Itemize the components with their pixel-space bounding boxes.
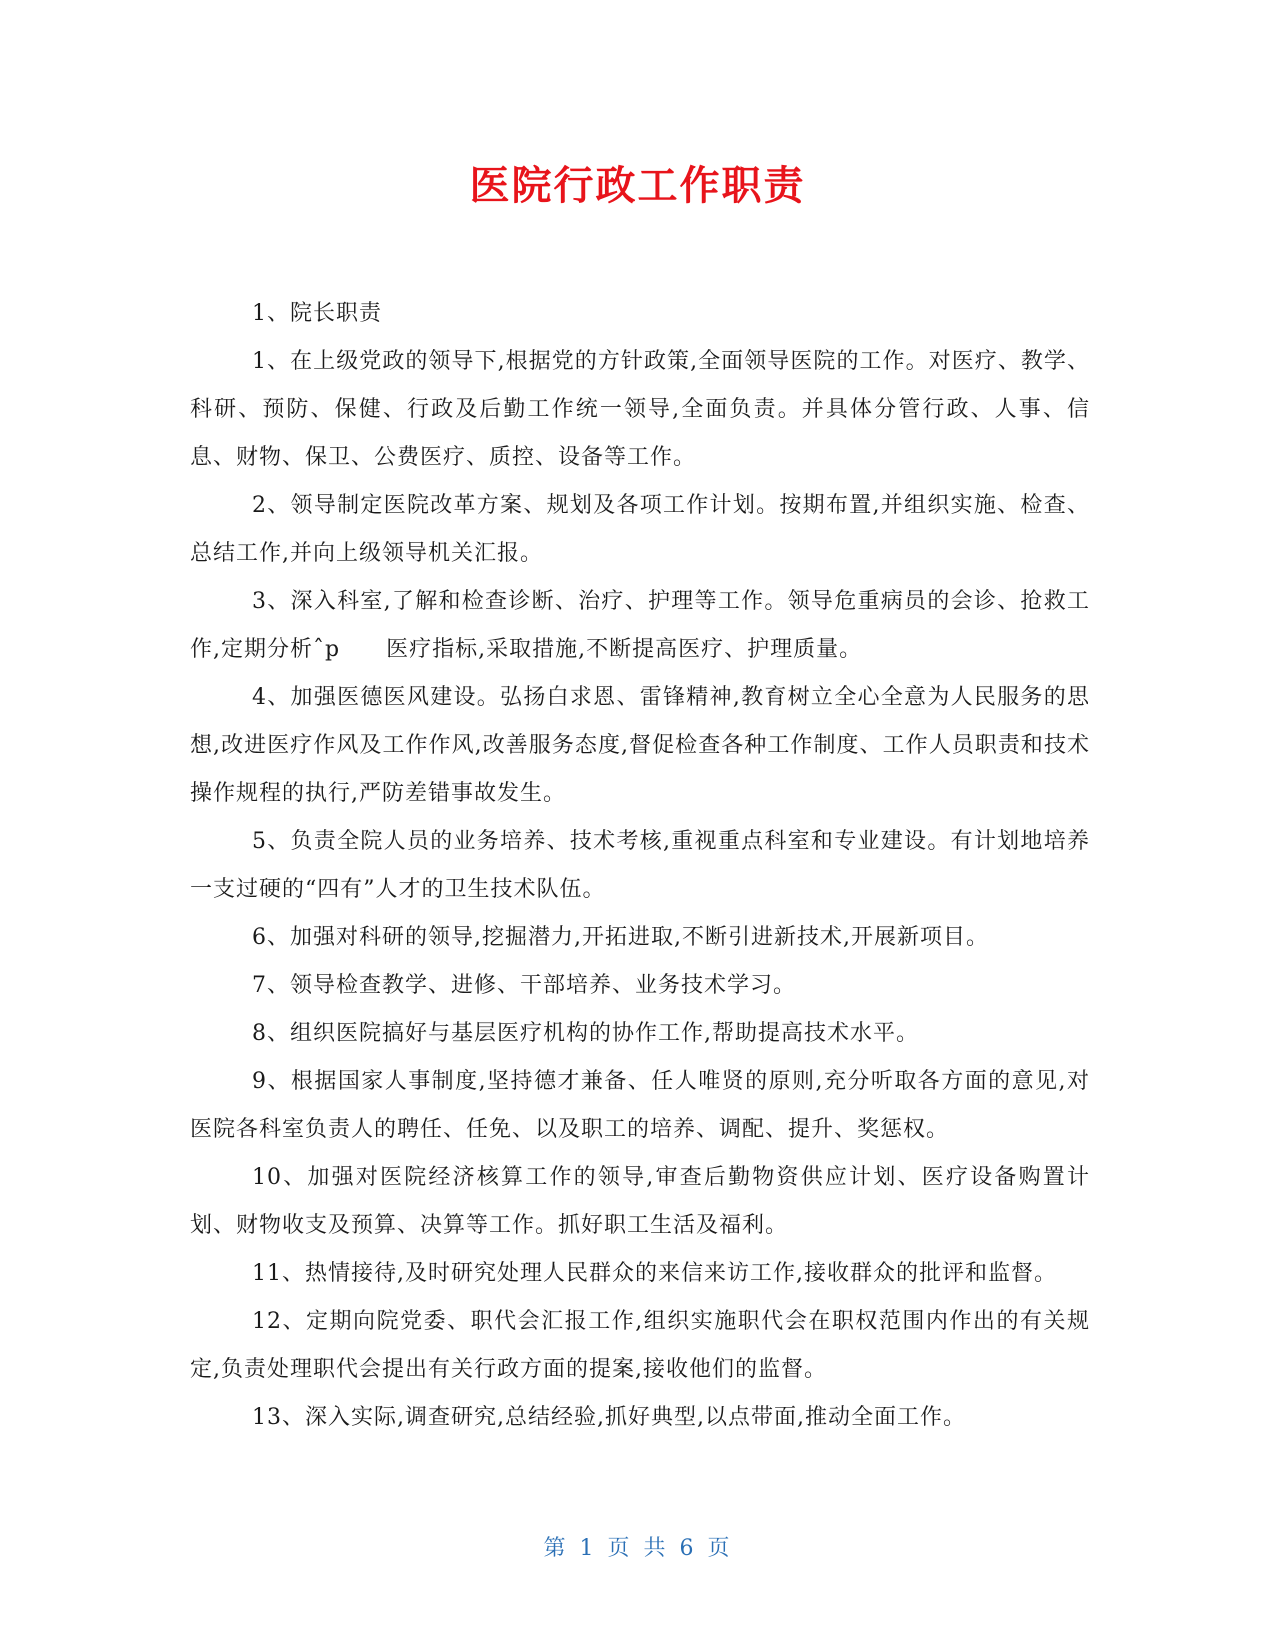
paragraph-13: 13、深入实际,调查研究,总结经验,抓好典型,以点带面,推动全面工作。 bbox=[252, 1405, 966, 1430]
document-title: 医院行政工作职责 bbox=[469, 163, 806, 209]
footer-total-pages: 6 bbox=[679, 1536, 696, 1561]
paragraph-6: 6、加强对科研的领导,挖掘潜力,开拓进取,不断引进新技术,开展新项目。 bbox=[252, 925, 989, 950]
paragraph-3: 3、深入科室,了解和检查诊断、治疗、护理等工作。领导危重病员的会诊、抢救工作,定期分析ˆp 医疗指标,采取措施,不断提高医疗、护理质量。 bbox=[190, 589, 1090, 662]
paragraph-1: 1、在上级党政的领导下,根据党的方针政策,全面领导医院的工作。对医疗、教学、科研、预防、保健、行政及后勤工作统一领导,全面负责。并具体分管行政、人事、信息、财物、保卫、公费医疗、质控、设备等工作。 bbox=[190, 349, 1090, 470]
paragraph-10: 10、加强对医院经济核算工作的领导,审查后勤物资供应计划、医疗设备购置计划、财物收支及预算、决算等工作。抓好职工生活及福利。 bbox=[190, 1165, 1090, 1238]
paragraph-11: 11、热情接待,及时研究处理人民群众的来信来访工作,接收群众的批评和监督。 bbox=[252, 1261, 1057, 1286]
paragraph-5: 5、负责全院人员的业务培养、技术考核,重视重点科室和专业建设。有计划地培养一支过硬的“四有”人才的卫生技术队伍。 bbox=[190, 829, 1090, 902]
footer-total-unit: 页 bbox=[707, 1536, 732, 1561]
footer-page-unit: 页 bbox=[607, 1536, 632, 1561]
footer-page-label: 第 bbox=[543, 1536, 568, 1561]
paragraph-9: 9、根据国家人事制度,坚持德才兼备、任人唯贤的原则,充分听取各方面的意见,对医院各科室负责人的聘任、任免、以及职工的培养、调配、提升、奖惩权。 bbox=[190, 1069, 1090, 1142]
paragraph-7: 7、领导检查教学、进修、干部培养、业务技术学习。 bbox=[252, 973, 796, 998]
paragraph-4: 4、加强医德医风建设。弘扬白求恩、雷锋精神,教育树立全心全意为人民服务的思想,改进医疗作风及工作作风,改善服务态度,督促检查各种工作制度、工作人员职责和技术操作规程的执行,严防差错事故发生。 bbox=[190, 685, 1090, 806]
footer-current-page: 1 bbox=[579, 1536, 596, 1561]
section-heading: 1、院长职责 bbox=[252, 301, 382, 326]
document-body bbox=[190, 290, 1090, 1442]
paragraph-12: 12、定期向院党委、职代会汇报工作,组织实施职代会在职权范围内作出的有关规定,负责处理职代会提出有关行政方面的提案,接收他们的监督。 bbox=[190, 1309, 1090, 1382]
paragraph-8: 8、组织医院搞好与基层医疗机构的协作工作,帮助提高技术水平。 bbox=[252, 1021, 919, 1046]
page-number-footer bbox=[0, 1534, 1275, 1564]
footer-total-label: 共 bbox=[643, 1536, 668, 1561]
paragraph-2: 2、领导制定医院改革方案、规划及各项工作计划。按期布置,并组织实施、检查、总结工作,并向上级领导机关汇报。 bbox=[190, 493, 1090, 566]
